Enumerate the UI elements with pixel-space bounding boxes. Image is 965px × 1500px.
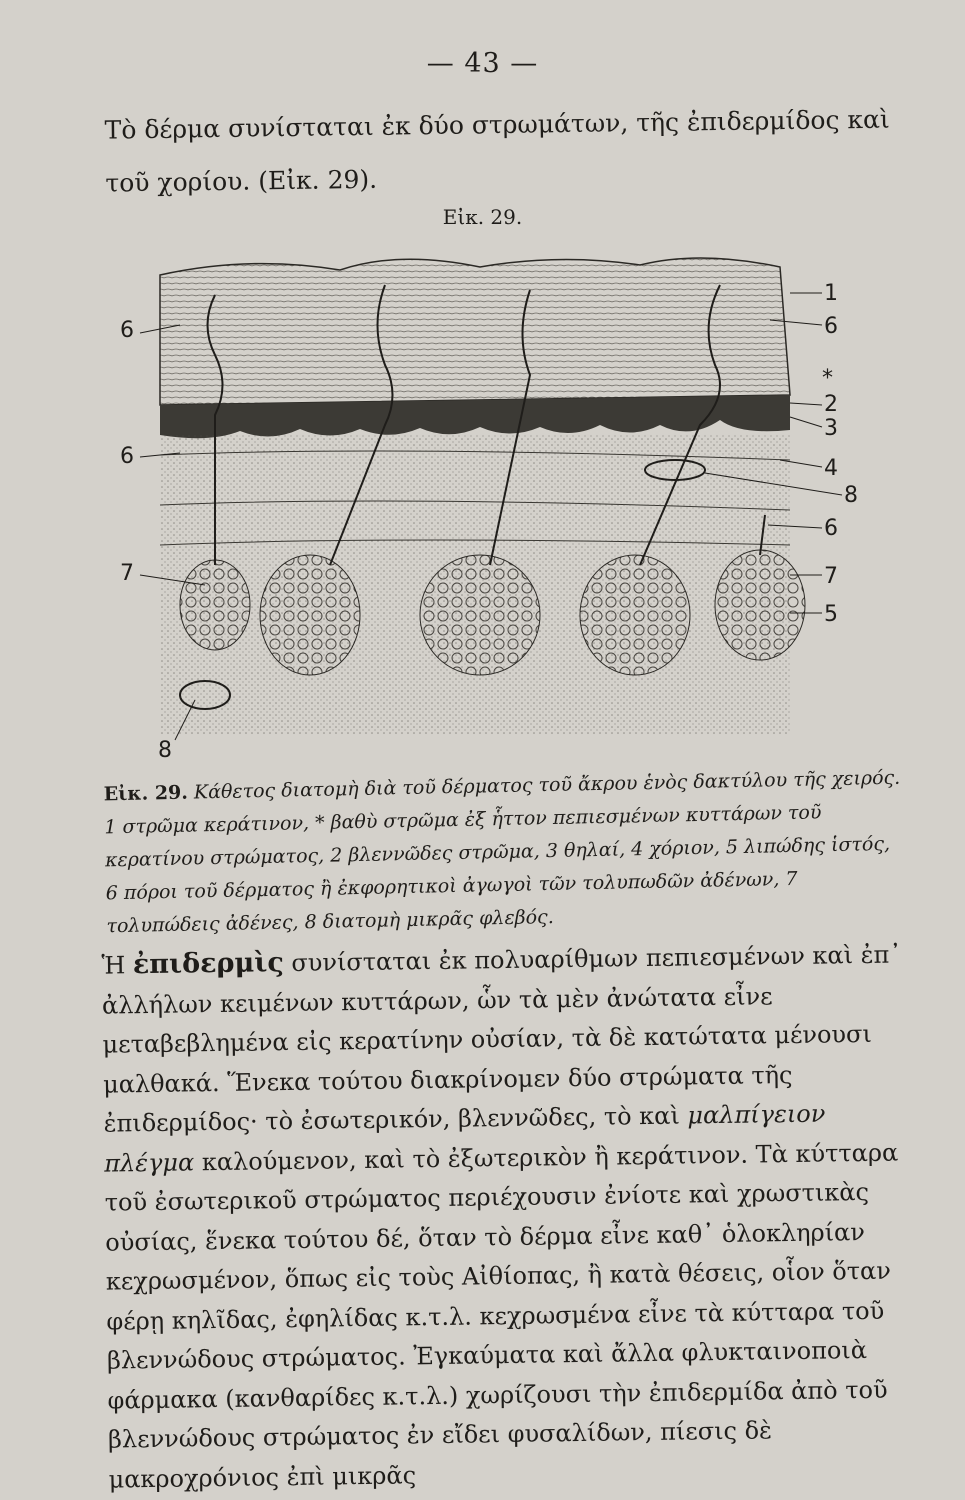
sweat-gland bbox=[260, 555, 360, 675]
callout-label: 6 bbox=[824, 516, 838, 541]
figure-label: Εἰκ. 29. bbox=[442, 205, 523, 229]
callout-label: 7 bbox=[824, 564, 838, 589]
callout-label: 4 bbox=[824, 456, 838, 481]
callout-label: 8 bbox=[158, 738, 172, 763]
horny-layer bbox=[160, 258, 790, 405]
callout-label: 8 bbox=[844, 483, 858, 508]
callout-label: 1 bbox=[824, 281, 838, 306]
callout-label: 2 bbox=[824, 392, 838, 417]
sweat-gland bbox=[715, 550, 805, 660]
body-term-epidermis: ἐπιδερμὶς bbox=[132, 947, 284, 981]
callout-label: 6 bbox=[824, 314, 838, 339]
body-italic-term: μαλπίγειον πλέγμα bbox=[104, 1099, 826, 1178]
callout-label: 7 bbox=[120, 561, 134, 586]
sweat-gland bbox=[580, 555, 690, 675]
body-paragraph bbox=[101, 934, 914, 1499]
body-lead: Ἡ bbox=[101, 951, 126, 980]
caption-text: Κάθετος διατομὴ διὰ τοῦ δέρματος τοῦ ἄκρου ἑνὸς δακτύλου τῆς χειρός. 1 στρῶμα κεράτινον, * βαθὺ στρῶμα ἐξ ἧττον πεπιεσμένων κυττάρων τοῦ κερατίνου στρώματος, 2 βλεννῶδες στρῶμα, 3 θηλαί, 4 χόριον, 5 λιπώδης ἱστός, 6 πόροι τοῦ δέρματος ἢ ἐκφορητικοὶ ἀγωγοὶ τῶν τολυπωδῶν ἀδένων, 7 τολυπώδεις ἀδένες, 8 διατομὴ μικρᾶς φλεβός. bbox=[104, 766, 901, 938]
callout-label: 6 bbox=[120, 318, 134, 343]
caption-figure-ref: Εἰκ. 29. bbox=[103, 781, 189, 806]
callout-label: 5 bbox=[824, 602, 838, 627]
body-text-part2: καλούμενον, καὶ τὸ ἐξωτερικὸν ἢ κεράτινον. Τὰ κύτταρα τοῦ ἐσωτερικοῦ στρώματος περιέχουσιν ἐνίοτε καὶ χρωστικὰς οὐσίας, ἕνεκα τούτου δέ, ὅταν τὸ δέρμα εἶνε καθ᾿ ὁλοκληρίαν κεχρωσμένον, ὅπως εἰς τοὺς Αἰθίοπας, ἢ κατὰ θέσεις, οἷον ὅταν φέρῃ κηλῖδας, ἐφηλίδας κ.τ.λ. κεχρωσμένα εἶνε τὰ κύτταρα τοῦ βλεννώδους στρώματος. Ἐγκαύματα καὶ ἄλλα φλυκταινοποιὰ φάρμακα (κανθαρίδες κ.τ.λ.) χωρίζουσι τὴν ἐπιδερμίδα ἀπὸ τοῦ βλεννώδους στρώματος ἐν εἴδει φυσαλίδων, πίεσις δὲ μακροχρόνιος ἐπὶ μικρᾶς bbox=[104, 1138, 899, 1494]
callout-star: * bbox=[822, 366, 833, 391]
callout-label: 3 bbox=[824, 416, 838, 441]
sweat-gland bbox=[420, 555, 540, 675]
skin-section-illustration bbox=[100, 245, 880, 765]
skin-section-figure bbox=[100, 245, 880, 765]
body-text-part1: συνίσταται ἐκ πολυαρίθμων πεπιεσμένων καὶ ἐπ᾿ ἀλλήλων κειμένων κυττάρων, ὧν τὰ μὲν ἀνώτατα εἶνε μεταβεβλημένα εἰς κερατίνην οὐσίαν, τὰ δὲ κατώτατα μένουσι μαλθακά. Ἕνεκα τούτου διακρίνομεν δύο στρώματα τῆς ἐπιδερμίδος· τὸ ἐσωτερικόν, βλεννῶδες, τὸ καὶ bbox=[101, 940, 902, 1138]
figure-caption bbox=[103, 762, 906, 944]
callout-label: 6 bbox=[120, 444, 134, 469]
intro-paragraph: Τὸ δέρμα συνίσταται ἐκ δύο στρωμάτων, τῆς ἐπιδερμίδος καὶ τοῦ χορίου. (Εἰκ. 29). bbox=[104, 104, 890, 198]
page-number: — 43 — bbox=[426, 48, 539, 79]
sweat-gland bbox=[180, 560, 250, 650]
